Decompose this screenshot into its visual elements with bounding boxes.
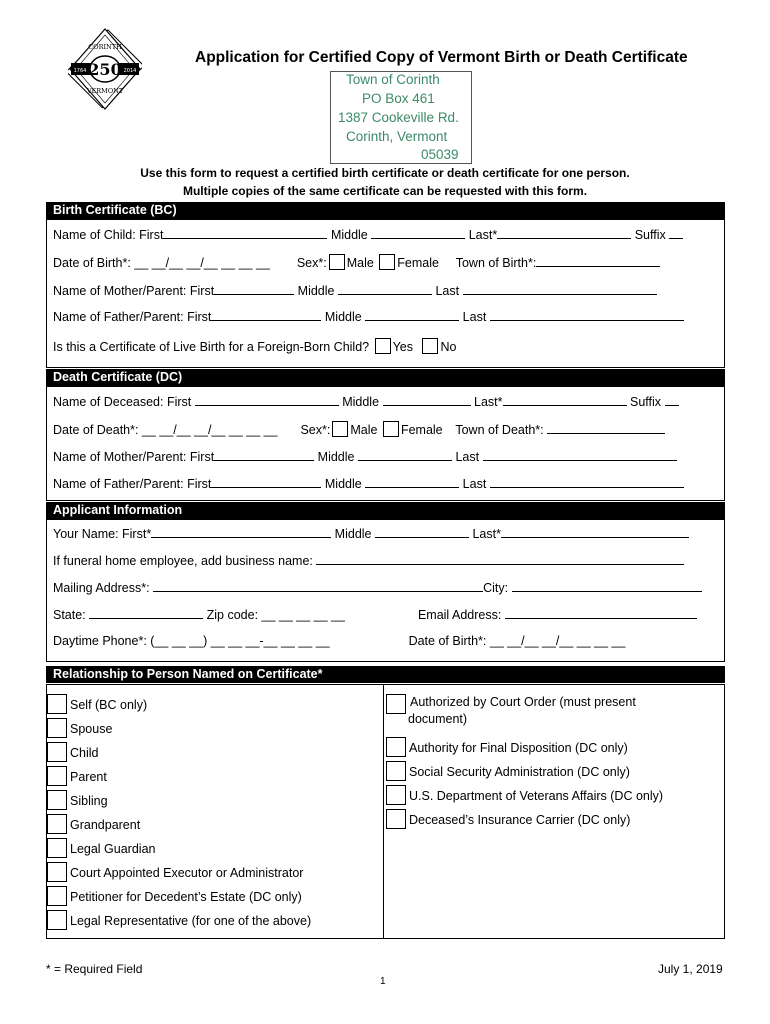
foreign-no-label: No xyxy=(440,340,457,354)
rel-spouse xyxy=(47,718,112,738)
rel-self-checkbox[interactable] xyxy=(47,694,67,714)
rel-spouse-checkbox[interactable] xyxy=(47,718,67,738)
foreign-born-question: Is this a Certificate of Live Birth for a Foreign-Born Child? xyxy=(53,340,370,354)
deceased-first-label: Name of Deceased: First xyxy=(53,395,192,409)
revision-date: July 1, 2019 xyxy=(658,962,723,976)
rel-sibling-checkbox[interactable] xyxy=(47,790,67,810)
death-sex-label: Sex*: xyxy=(300,423,331,437)
relationship-section-heading: Relationship to Person Named on Certificate* xyxy=(46,666,725,683)
rel-parent-checkbox[interactable] xyxy=(47,766,67,786)
birth-section-heading: Birth Certificate (BC) xyxy=(46,202,725,219)
mailing-address-input[interactable] xyxy=(153,580,483,592)
funeral-home-label: If funeral home employee, add business name: xyxy=(53,554,313,568)
child-suffix-input[interactable] xyxy=(669,227,683,239)
rel-legal-guardian-label: Legal Guardian xyxy=(70,842,156,856)
deceased-last-label: Last* xyxy=(474,395,503,409)
birth-mother-last-label: Last xyxy=(435,284,460,298)
rel-final-disposition xyxy=(386,737,628,757)
death-mother-last-input[interactable] xyxy=(483,449,677,461)
rel-legal-representative-checkbox[interactable] xyxy=(47,910,67,930)
rel-sibling-label: Sibling xyxy=(70,794,108,808)
address-line-pobox: PO Box 461 xyxy=(362,91,435,106)
birth-mother-row xyxy=(53,283,657,298)
child-last-input[interactable] xyxy=(497,227,631,239)
birth-town-input[interactable] xyxy=(536,255,660,267)
instructions-line-1: Use this form to request a certified birth certificate or death certificate for one person. xyxy=(140,166,630,180)
applicant-last-input[interactable] xyxy=(501,526,689,538)
rel-legal-representative xyxy=(47,910,311,930)
seal-year-left: 1764 xyxy=(73,68,87,74)
birth-mother-middle-label: Middle xyxy=(297,284,335,298)
rel-grandparent-checkbox[interactable] xyxy=(47,814,67,834)
birth-father-middle-input[interactable] xyxy=(365,309,459,321)
mailing-address-label: Mailing Address*: xyxy=(53,581,150,595)
rel-parent xyxy=(47,766,107,786)
funeral-home-row xyxy=(53,553,684,568)
rel-executor-checkbox[interactable] xyxy=(47,862,67,882)
city-label: City: xyxy=(483,581,509,595)
rel-legal-guardian-checkbox[interactable] xyxy=(47,838,67,858)
rel-self-label: Self (BC only) xyxy=(70,698,148,712)
applicant-dob-label: Date of Birth*: xyxy=(408,634,487,648)
rel-petitioner xyxy=(47,886,302,906)
death-mother-middle-input[interactable] xyxy=(358,449,452,461)
child-suffix-label: Suffix xyxy=(634,228,666,242)
foreign-no-checkbox[interactable] xyxy=(422,338,438,354)
rel-executor-label: Court Appointed Executor or Administrator xyxy=(70,866,304,880)
death-deceased-name-row xyxy=(53,394,679,409)
birth-male-label: Male xyxy=(346,256,374,270)
seal-number: 250 xyxy=(88,60,122,79)
rel-insurance-checkbox[interactable] xyxy=(386,809,406,829)
zip-input[interactable]: __ __ __ __ __ xyxy=(261,608,345,622)
funeral-home-input[interactable] xyxy=(316,553,684,565)
birth-mother-last-input[interactable] xyxy=(463,283,657,295)
death-section-heading: Death Certificate (DC) xyxy=(46,369,725,386)
required-field-note: * = Required Field xyxy=(46,962,143,976)
rel-court-order-checkbox[interactable] xyxy=(386,694,406,714)
rel-legal-representative-label: Legal Representative (for one of the above) xyxy=(70,914,312,928)
corinth-250-seal-logo xyxy=(68,27,142,111)
rel-grandparent-label: Grandparent xyxy=(70,818,141,832)
death-town-input[interactable] xyxy=(547,422,665,434)
rel-court-order-label-line1: Authorized by Court Order (must present xyxy=(410,695,636,709)
applicant-name-row xyxy=(53,526,689,541)
rel-court-order xyxy=(386,694,706,728)
death-mother-first-label: Name of Mother/Parent: First xyxy=(53,450,215,464)
birth-mother-first-input[interactable] xyxy=(214,283,294,295)
deceased-suffix-input[interactable] xyxy=(665,394,679,406)
phone-dob-row xyxy=(53,634,625,648)
death-town-label: Town of Death*: xyxy=(455,423,544,437)
birth-father-first-label: Name of Father/Parent: First xyxy=(53,310,212,324)
address-line-street: 1387 Cookeville Rd. xyxy=(338,110,459,125)
mailing-address-row xyxy=(53,580,702,595)
death-father-last-input[interactable] xyxy=(490,476,684,488)
rel-va xyxy=(386,785,663,805)
birth-dob-label: Date of Birth*: xyxy=(53,256,131,270)
birth-town-label: Town of Birth*: xyxy=(455,256,537,270)
death-father-row xyxy=(53,476,684,491)
page-number: 1 xyxy=(380,976,386,987)
death-mother-last-label: Last xyxy=(455,450,480,464)
rel-ssa xyxy=(386,761,630,781)
rel-ssa-checkbox[interactable] xyxy=(386,761,406,781)
birth-dob-input[interactable]: __ __/__ __/__ __ __ __ xyxy=(134,256,270,270)
applicant-middle-label: Middle xyxy=(334,527,372,541)
rel-va-checkbox[interactable] xyxy=(386,785,406,805)
rel-sibling xyxy=(47,790,108,810)
death-dod-label: Date of Death*: xyxy=(53,423,139,437)
deceased-suffix-label: Suffix xyxy=(630,395,662,409)
rel-spouse-label: Spouse xyxy=(70,722,113,736)
applicant-first-label: Your Name: First* xyxy=(53,527,152,541)
birth-father-last-input[interactable] xyxy=(490,309,684,321)
death-father-first-label: Name of Father/Parent: First xyxy=(53,477,212,491)
address-line-town: Town of Corinth xyxy=(346,72,440,87)
death-male-checkbox[interactable] xyxy=(332,421,348,437)
rel-child xyxy=(47,742,99,762)
phone-input[interactable]: (__ __ __) __ __ __-__ __ __ __ xyxy=(150,634,330,648)
applicant-last-label: Last* xyxy=(472,527,501,541)
relationship-divider xyxy=(383,684,384,939)
birth-sex-label: Sex*: xyxy=(296,256,327,270)
phone-label: Daytime Phone*: xyxy=(53,634,147,648)
birth-child-name-row xyxy=(53,227,683,242)
child-first-input[interactable] xyxy=(163,227,327,239)
child-last-label: Last* xyxy=(468,228,498,242)
birth-father-first-input[interactable] xyxy=(211,309,321,321)
rel-insurance xyxy=(386,809,630,829)
deceased-first-input[interactable] xyxy=(195,394,339,406)
foreign-yes-label: Yes xyxy=(392,340,413,354)
rel-legal-guardian xyxy=(47,838,155,858)
death-father-last-label: Last xyxy=(462,477,487,491)
rel-court-order-label-line2: document) xyxy=(408,712,468,726)
birth-male-checkbox[interactable] xyxy=(329,254,345,270)
death-father-middle-label: Middle xyxy=(324,477,362,491)
rel-va-label: U.S. Department of Veterans Affairs (DC only) xyxy=(409,789,664,803)
email-input[interactable] xyxy=(505,607,697,619)
death-mother-middle-label: Middle xyxy=(317,450,355,464)
address-line-zip: 05039 xyxy=(421,147,459,162)
state-input[interactable] xyxy=(89,607,203,619)
rel-final-disposition-checkbox[interactable] xyxy=(386,737,406,757)
death-female-checkbox[interactable] xyxy=(383,421,399,437)
seal-text-bottom: VERMONT xyxy=(86,87,124,95)
birth-father-row xyxy=(53,309,684,324)
instructions-line-2: Multiple copies of the same certificate can be requested with this form. xyxy=(182,184,588,198)
death-dod-input[interactable]: __ __/__ __/__ __ __ __ xyxy=(141,423,278,437)
death-father-first-input[interactable] xyxy=(211,476,321,488)
birth-father-last-label: Last xyxy=(462,310,487,324)
child-middle-label: Middle xyxy=(330,228,368,242)
birth-female-label: Female xyxy=(397,256,439,270)
death-mother-row xyxy=(53,449,677,464)
rel-parent-label: Parent xyxy=(70,770,107,784)
rel-final-disposition-label: Authority for Final Disposition (DC only) xyxy=(409,741,628,755)
applicant-section-heading: Applicant Information xyxy=(46,502,725,519)
death-father-middle-input[interactable] xyxy=(365,476,459,488)
rel-grandparent xyxy=(47,814,140,834)
seal-text-top: CORINTH xyxy=(88,43,122,51)
seal-year-right: 2014 xyxy=(123,68,137,74)
birth-mother-middle-input[interactable] xyxy=(338,283,432,295)
deceased-middle-label: Middle xyxy=(342,395,380,409)
death-female-label: Female xyxy=(400,423,443,437)
death-male-label: Male xyxy=(350,423,378,437)
deceased-middle-input[interactable] xyxy=(383,394,471,406)
child-middle-input[interactable] xyxy=(371,227,465,239)
state-label: State: xyxy=(53,608,86,622)
page-title: Application for Certified Copy of Vermont Birth or Death Certificate xyxy=(195,49,688,66)
rel-self xyxy=(47,694,147,714)
death-mother-first-input[interactable] xyxy=(214,449,314,461)
rel-petitioner-label: Petitioner for Decedent’s Estate (DC only) xyxy=(70,890,302,904)
rel-petitioner-checkbox[interactable] xyxy=(47,886,67,906)
email-label: Email Address: xyxy=(417,608,502,622)
rel-insurance-label: Deceased’s Insurance Carrier (DC only) xyxy=(409,813,631,827)
birth-dob-row xyxy=(53,254,660,270)
address-line-city: Corinth, Vermont xyxy=(346,129,448,144)
applicant-middle-input[interactable] xyxy=(375,526,469,538)
applicant-dob-input[interactable]: __ __/__ __/__ __ __ __ xyxy=(489,634,626,648)
death-dod-row xyxy=(53,421,665,437)
birth-female-checkbox[interactable] xyxy=(379,254,395,270)
child-first-label: Name of Child: First xyxy=(53,228,164,242)
foreign-born-row xyxy=(53,338,456,354)
rel-child-checkbox[interactable] xyxy=(47,742,67,762)
rel-child-label: Child xyxy=(70,746,99,760)
rel-ssa-label: Social Security Administration (DC only) xyxy=(409,765,630,779)
state-zip-email-row xyxy=(53,607,697,622)
birth-father-middle-label: Middle xyxy=(324,310,362,324)
applicant-first-input[interactable] xyxy=(151,526,331,538)
rel-executor xyxy=(47,862,303,882)
zip-label: Zip code: xyxy=(206,608,259,622)
deceased-last-input[interactable] xyxy=(503,394,627,406)
birth-mother-first-label: Name of Mother/Parent: First xyxy=(53,284,215,298)
foreign-yes-checkbox[interactable] xyxy=(375,338,391,354)
city-input[interactable] xyxy=(512,580,702,592)
